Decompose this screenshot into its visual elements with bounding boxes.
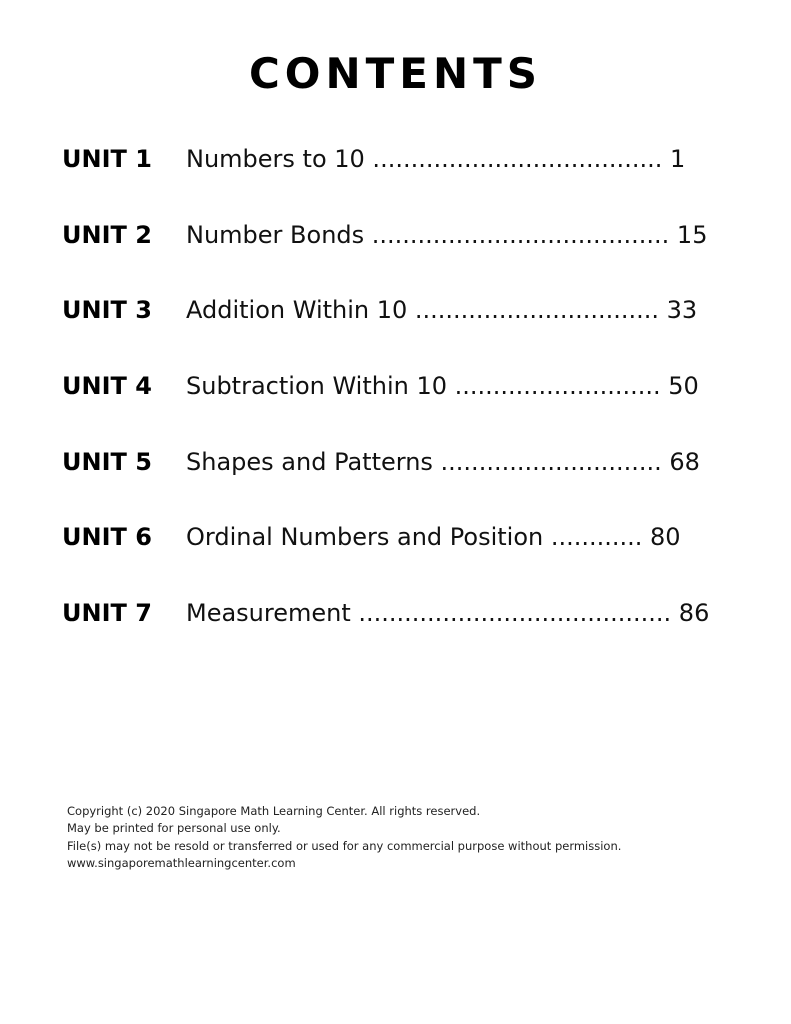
page-title: CONTENTS	[248, 49, 543, 98]
unit-label: UNIT 6	[62, 523, 152, 552]
toc-row-unit-5	[62, 441, 722, 517]
unit-entry: Measurement ......................................... 86	[186, 599, 710, 628]
unit-label: UNIT 5	[62, 447, 152, 476]
unit-entry: Addition Within 10 ................................ 33	[186, 296, 698, 325]
copyright-line: Copyright (c) 2020 Singapore Math Learning Center. All rights reserved.	[67, 804, 481, 818]
unit-entry: Numbers to 10 ...................................... 1	[186, 145, 686, 173]
toc-row-unit-2	[62, 214, 722, 290]
toc-row-unit-6	[62, 516, 722, 592]
toc-row-unit-4	[62, 365, 722, 441]
table-of-contents	[62, 138, 722, 668]
unit-label: UNIT 1	[62, 145, 152, 173]
unit-entry: Ordinal Numbers and Position ............ 80	[186, 523, 681, 552]
website-line: www.singaporemathlearningcenter.com	[67, 855, 296, 870]
unit-label: UNIT 7	[62, 599, 152, 628]
toc-row-unit-7	[62, 592, 722, 668]
restriction-line: File(s) may not be resold or transferred or used for any commercial purpose without permission.	[67, 838, 622, 853]
toc-row-unit-3	[62, 289, 722, 365]
unit-label: UNIT 3	[62, 296, 152, 325]
unit-entry: Shapes and Patterns ............................. 68	[186, 447, 700, 476]
unit-label: UNIT 4	[62, 372, 152, 401]
unit-label: UNIT 2	[62, 220, 152, 249]
unit-entry: Number Bonds ....................................... 15	[186, 220, 708, 249]
copyright-footer	[67, 803, 621, 872]
usage-line: May be printed for personal use only.	[67, 821, 281, 836]
unit-entry: Subtraction Within 10 ........................... 50	[186, 372, 699, 401]
toc-row-unit-1	[62, 138, 722, 214]
